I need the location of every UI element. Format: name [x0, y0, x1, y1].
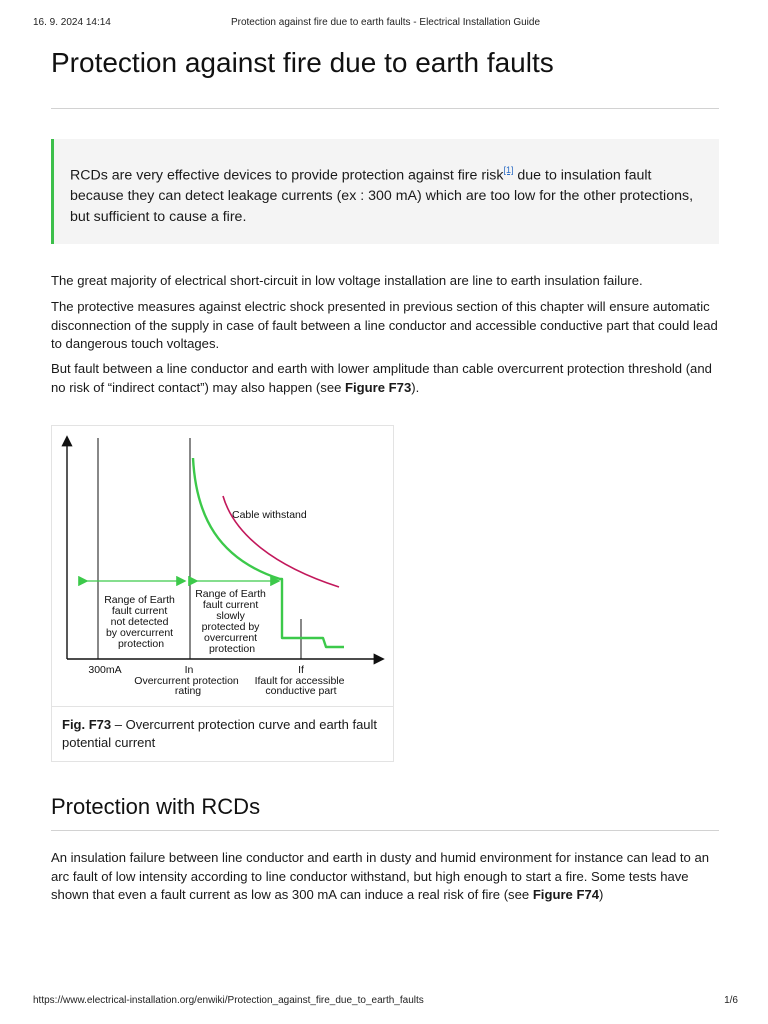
figure-f73	[51, 425, 394, 762]
print-footer	[33, 995, 738, 1009]
figure-label: Fig. F73	[62, 717, 112, 732]
section-heading: Protection with RCDs	[51, 794, 261, 819]
cable-withstand-label: Cable withstand	[232, 509, 307, 521]
info-callout	[51, 139, 719, 244]
tick-in-description: Overcurrent protection rating	[134, 675, 239, 697]
page-number: 1/6	[724, 995, 738, 1006]
callout-text-before: RCDs are very effective devices to provide protection against fire risk	[70, 167, 504, 184]
paragraph-1: The great majority of electrical short-circuit in low voltage installation are line to earth insulation failure.	[51, 273, 643, 288]
paragraph-3-end: ).	[411, 379, 420, 395]
tick-if-description: Ifault for accessible conductive part	[254, 675, 345, 697]
callout-text-after: due to insulation fault because they can detect leakage currents (ex : 300 mA) which are too low for the other protections, but sufficient to cause a fire.	[70, 167, 694, 225]
print-header	[33, 17, 738, 31]
figure-f74-link[interactable]: Figure F74	[532, 887, 600, 902]
section-divider	[51, 830, 719, 831]
section-paragraph-end: )	[599, 887, 604, 902]
section-paragraph	[51, 849, 723, 905]
page-title: Protection against fire due to earth faults	[51, 47, 554, 78]
paragraph-3	[51, 360, 723, 397]
range-not-detected-label: Range of Earth fault current not detected by overcurrent protection	[104, 594, 175, 650]
footnote-link[interactable]: [1]	[503, 165, 514, 175]
page-url[interactable]: https://www.electrical-installation.org/enwiki/Protection_against_fire_due_to_earth_faults	[33, 995, 424, 1006]
paragraph-2: The protective measures against electric shock presented in previous section of this chapter will ensure automatic disconnection of the supply in case of fault between a line conductor and accessible conductive part that could lead to dangerous touch voltages.	[51, 299, 718, 351]
range-slowly-protected-label: Range of Earth fault current slowly protected by overcurrent protection	[195, 588, 266, 655]
figure-caption-text: – Overcurrent protection curve and earth fault potential current	[62, 717, 378, 750]
tick-300ma: 300mA	[88, 664, 122, 676]
figure-f73-link[interactable]: Figure F73	[345, 379, 412, 395]
paragraph-3-text: But fault between a line conductor and earth with lower amplitude than cable overcurrent protection threshold (and no risk of “indirect contact”) may also happen (see	[51, 361, 712, 395]
callout-text	[70, 161, 693, 227]
tick-in: In	[184, 664, 194, 676]
tick-if: If	[298, 664, 304, 676]
section-paragraph-text: An insulation failure between line conductor and earth in dusty and humid environment for instance can lead to an arc fault of low intensity according to line conductor withstand, but high enough to start a fire. Some tests have shown that even a fault current as low as 300 mA can induce a real risk of fire (see	[51, 850, 710, 902]
print-doc-title: Protection against fire due to earth faults - Electrical Installation Guide	[230, 17, 541, 28]
figure-caption	[52, 706, 393, 761]
print-date: 16. 9. 2024 14:14	[33, 17, 111, 28]
protection-curve-diagram	[52, 426, 395, 706]
title-divider	[51, 108, 719, 109]
